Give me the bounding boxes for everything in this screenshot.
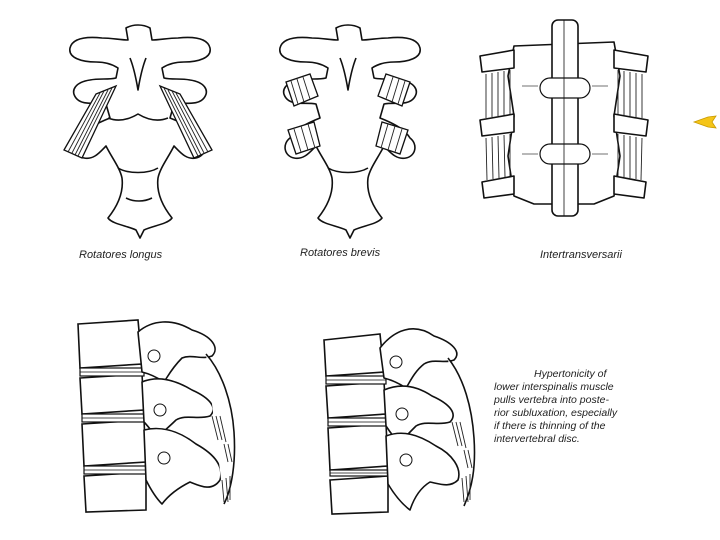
note-line [494, 368, 684, 381]
pointer-arrow-icon [692, 114, 718, 130]
rotatores-brevis-figure [258, 18, 438, 240]
note-line: if there is thinning of the [494, 420, 606, 432]
lateral-spine-figure-right [318, 318, 494, 516]
caption-rotatores-brevis: Rotatores brevis [300, 247, 381, 259]
rotatores-longus-figure [48, 18, 228, 240]
intertransversarii-figure [474, 16, 654, 234]
note-line: lower interspinalis muscle [494, 381, 614, 393]
subluxation-note [494, 368, 684, 446]
caption-rotatores-longus: Rotatores longus [79, 249, 163, 261]
note-line: rior subluxation, especially [494, 407, 618, 419]
note-line-text: Hypertonicity of [534, 368, 607, 380]
note-line: intervertebral disc. [494, 433, 580, 445]
lateral-spine-figure-left [72, 312, 252, 516]
caption-intertransversarii: Intertransversarii [540, 249, 622, 261]
note-line: pulls vertebra into poste- [494, 394, 609, 406]
